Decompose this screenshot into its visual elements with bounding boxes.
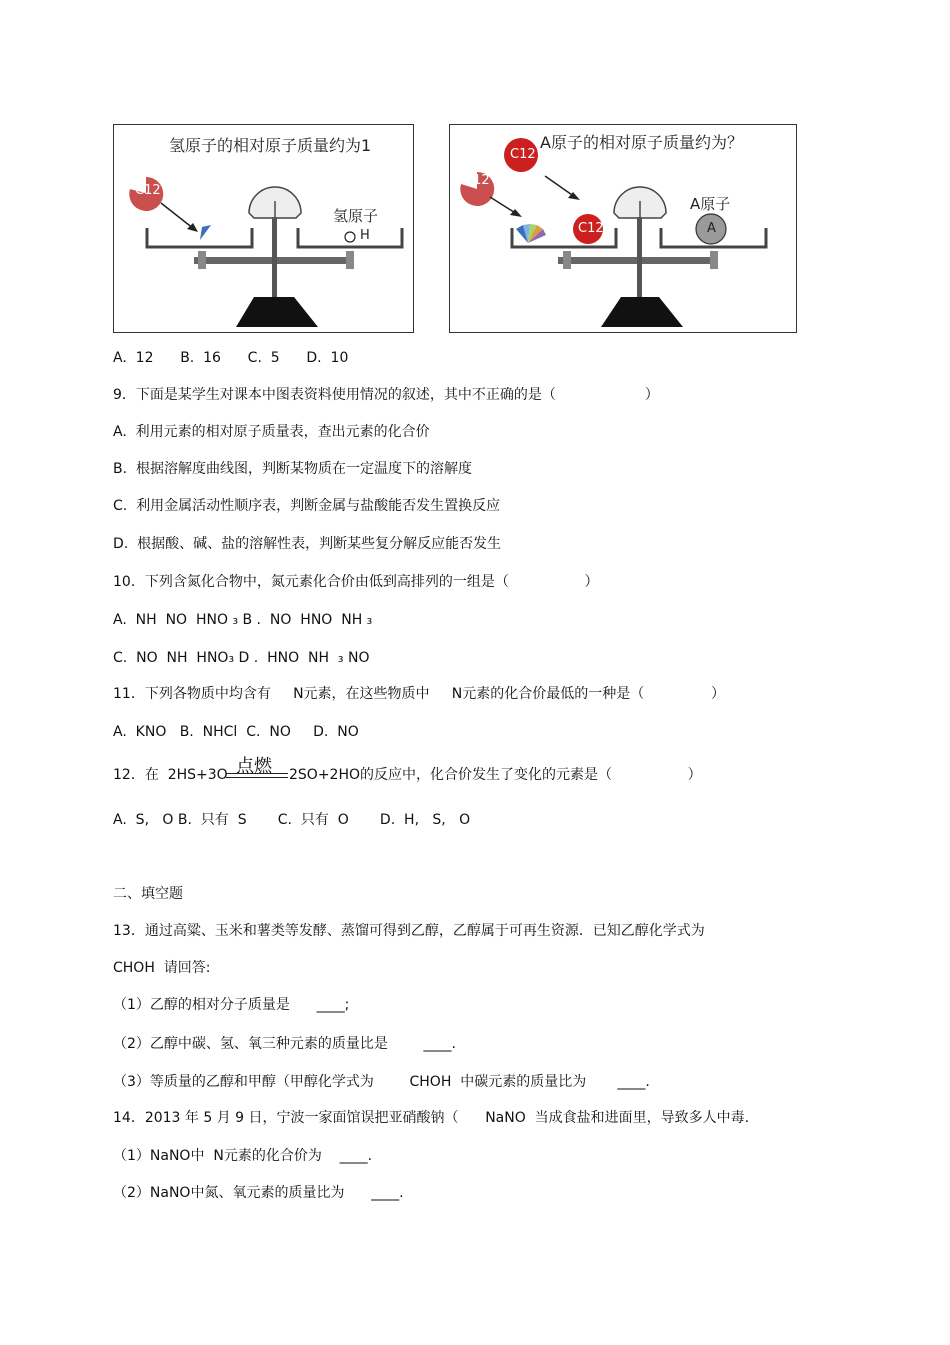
hydrogen-symbol: H — [360, 228, 370, 243]
left-knob — [198, 251, 206, 269]
q10-stem: 10．下列含氮化合物中，氮元素化合价由低到高排列的一组是（ ） — [113, 574, 599, 590]
a-atom-label: A原子 — [690, 195, 731, 213]
right-knob — [346, 251, 354, 269]
q14-stem: 14．2013 年 5 月 9 日，宁波一家面馆误把亚硝酸钠（ NaNO 当成食盐和进面里，导致多人中毒. — [113, 1110, 750, 1126]
c12-label-pan: C12 — [578, 221, 604, 236]
equals-bar-top — [226, 773, 288, 774]
q13-formula: CHOH 请回答: — [113, 960, 211, 976]
q13-part1: （1）乙醇的相对分子质量是 ____; — [113, 997, 350, 1013]
hydrogen-atom-label: 氢原子 — [333, 207, 379, 225]
q9-stem: 9．下面是某学生对课本中图表资料使用情况的叙述，其中不正确的是（ ） — [113, 387, 659, 403]
q13-part3: （3）等质量的乙醇和甲醇（甲醇化学式为 CHOH 中碳元素的质量比为 ____. — [113, 1074, 650, 1090]
q9-option-a: A. 利用元素的相对原子质量表，查出元素的化合价 — [113, 424, 430, 440]
q8-options: A. 12 B. 16 C. 5 D. 10 — [113, 350, 349, 366]
c12-label-left: C12 — [464, 173, 490, 188]
figure-title: A原子的相对原子质量约为？ — [540, 133, 743, 152]
q10-options-cd: C. NO NH HNO₃ D . HNO NH ₃ NO — [113, 650, 370, 666]
q12-suffix: 2SO+2HO的反应中，化合价发生了变化的元素是（ ） — [289, 767, 702, 783]
pie-slice-piece — [200, 225, 211, 240]
c12-label: C12 — [135, 183, 161, 198]
q14-part2: （2）NaNO中氮、氧元素的质量比为 ____. — [113, 1185, 404, 1201]
q12-reaction-condition: 点燃 — [236, 756, 272, 777]
q13-part2: （2）乙醇中碳、氢、氧三种元素的质量比是 ____. — [113, 1036, 456, 1052]
q12-options: A. S, O B. 只有 S C. 只有 O D. H, S, O — [113, 812, 471, 828]
q13-stem: 13．通过高粱、玉米和薯类等发酵、蒸馏可得到乙醇，乙醇属于可再生资源．已知乙醇化学式为 — [113, 923, 705, 939]
base — [236, 297, 318, 327]
q14-part1: （1）NaNO中 N元素的化合价为 ____. — [113, 1148, 373, 1164]
hydrogen-atom — [345, 232, 355, 242]
left-pan — [147, 228, 252, 247]
balance-scale-illustration — [450, 125, 796, 332]
column — [272, 217, 277, 299]
figure-a-atom-balance — [449, 124, 797, 333]
equals-bar-bottom — [226, 777, 288, 778]
a-atom-symbol: A — [707, 221, 716, 236]
q9-option-c: C. 利用金属活动性顺序表，判断金属与盐酸能否发生置换反应 — [113, 498, 501, 514]
section-heading: 二、填空题 — [113, 886, 183, 902]
q11-options: A. KNO B. NHCl C. NO D. NO — [113, 724, 359, 740]
q9-option-b: B. 根据溶解度曲线图，判断某物质在一定温度下的溶解度 — [113, 461, 472, 477]
figure-hydrogen-balance — [113, 124, 414, 333]
figure-title: 氢原子的相对原子质量约为1 — [169, 136, 372, 155]
q12-prefix: 12．在 2HS+3O — [113, 767, 228, 783]
c12-label-top: C12 — [510, 147, 536, 162]
arrow-line — [161, 203, 194, 229]
q11-stem: 11．下列各物质中均含有 N元素，在这些物质中 N元素的化合价最低的一种是（ ） — [113, 686, 726, 702]
q10-options-ab: A. NH NO HNO ₃ B . NO HNO NH ₃ — [113, 612, 373, 628]
q9-option-d: D. 根据酸、碱、盐的溶解性表，判断某些复分解反应能否发生 — [113, 536, 502, 552]
